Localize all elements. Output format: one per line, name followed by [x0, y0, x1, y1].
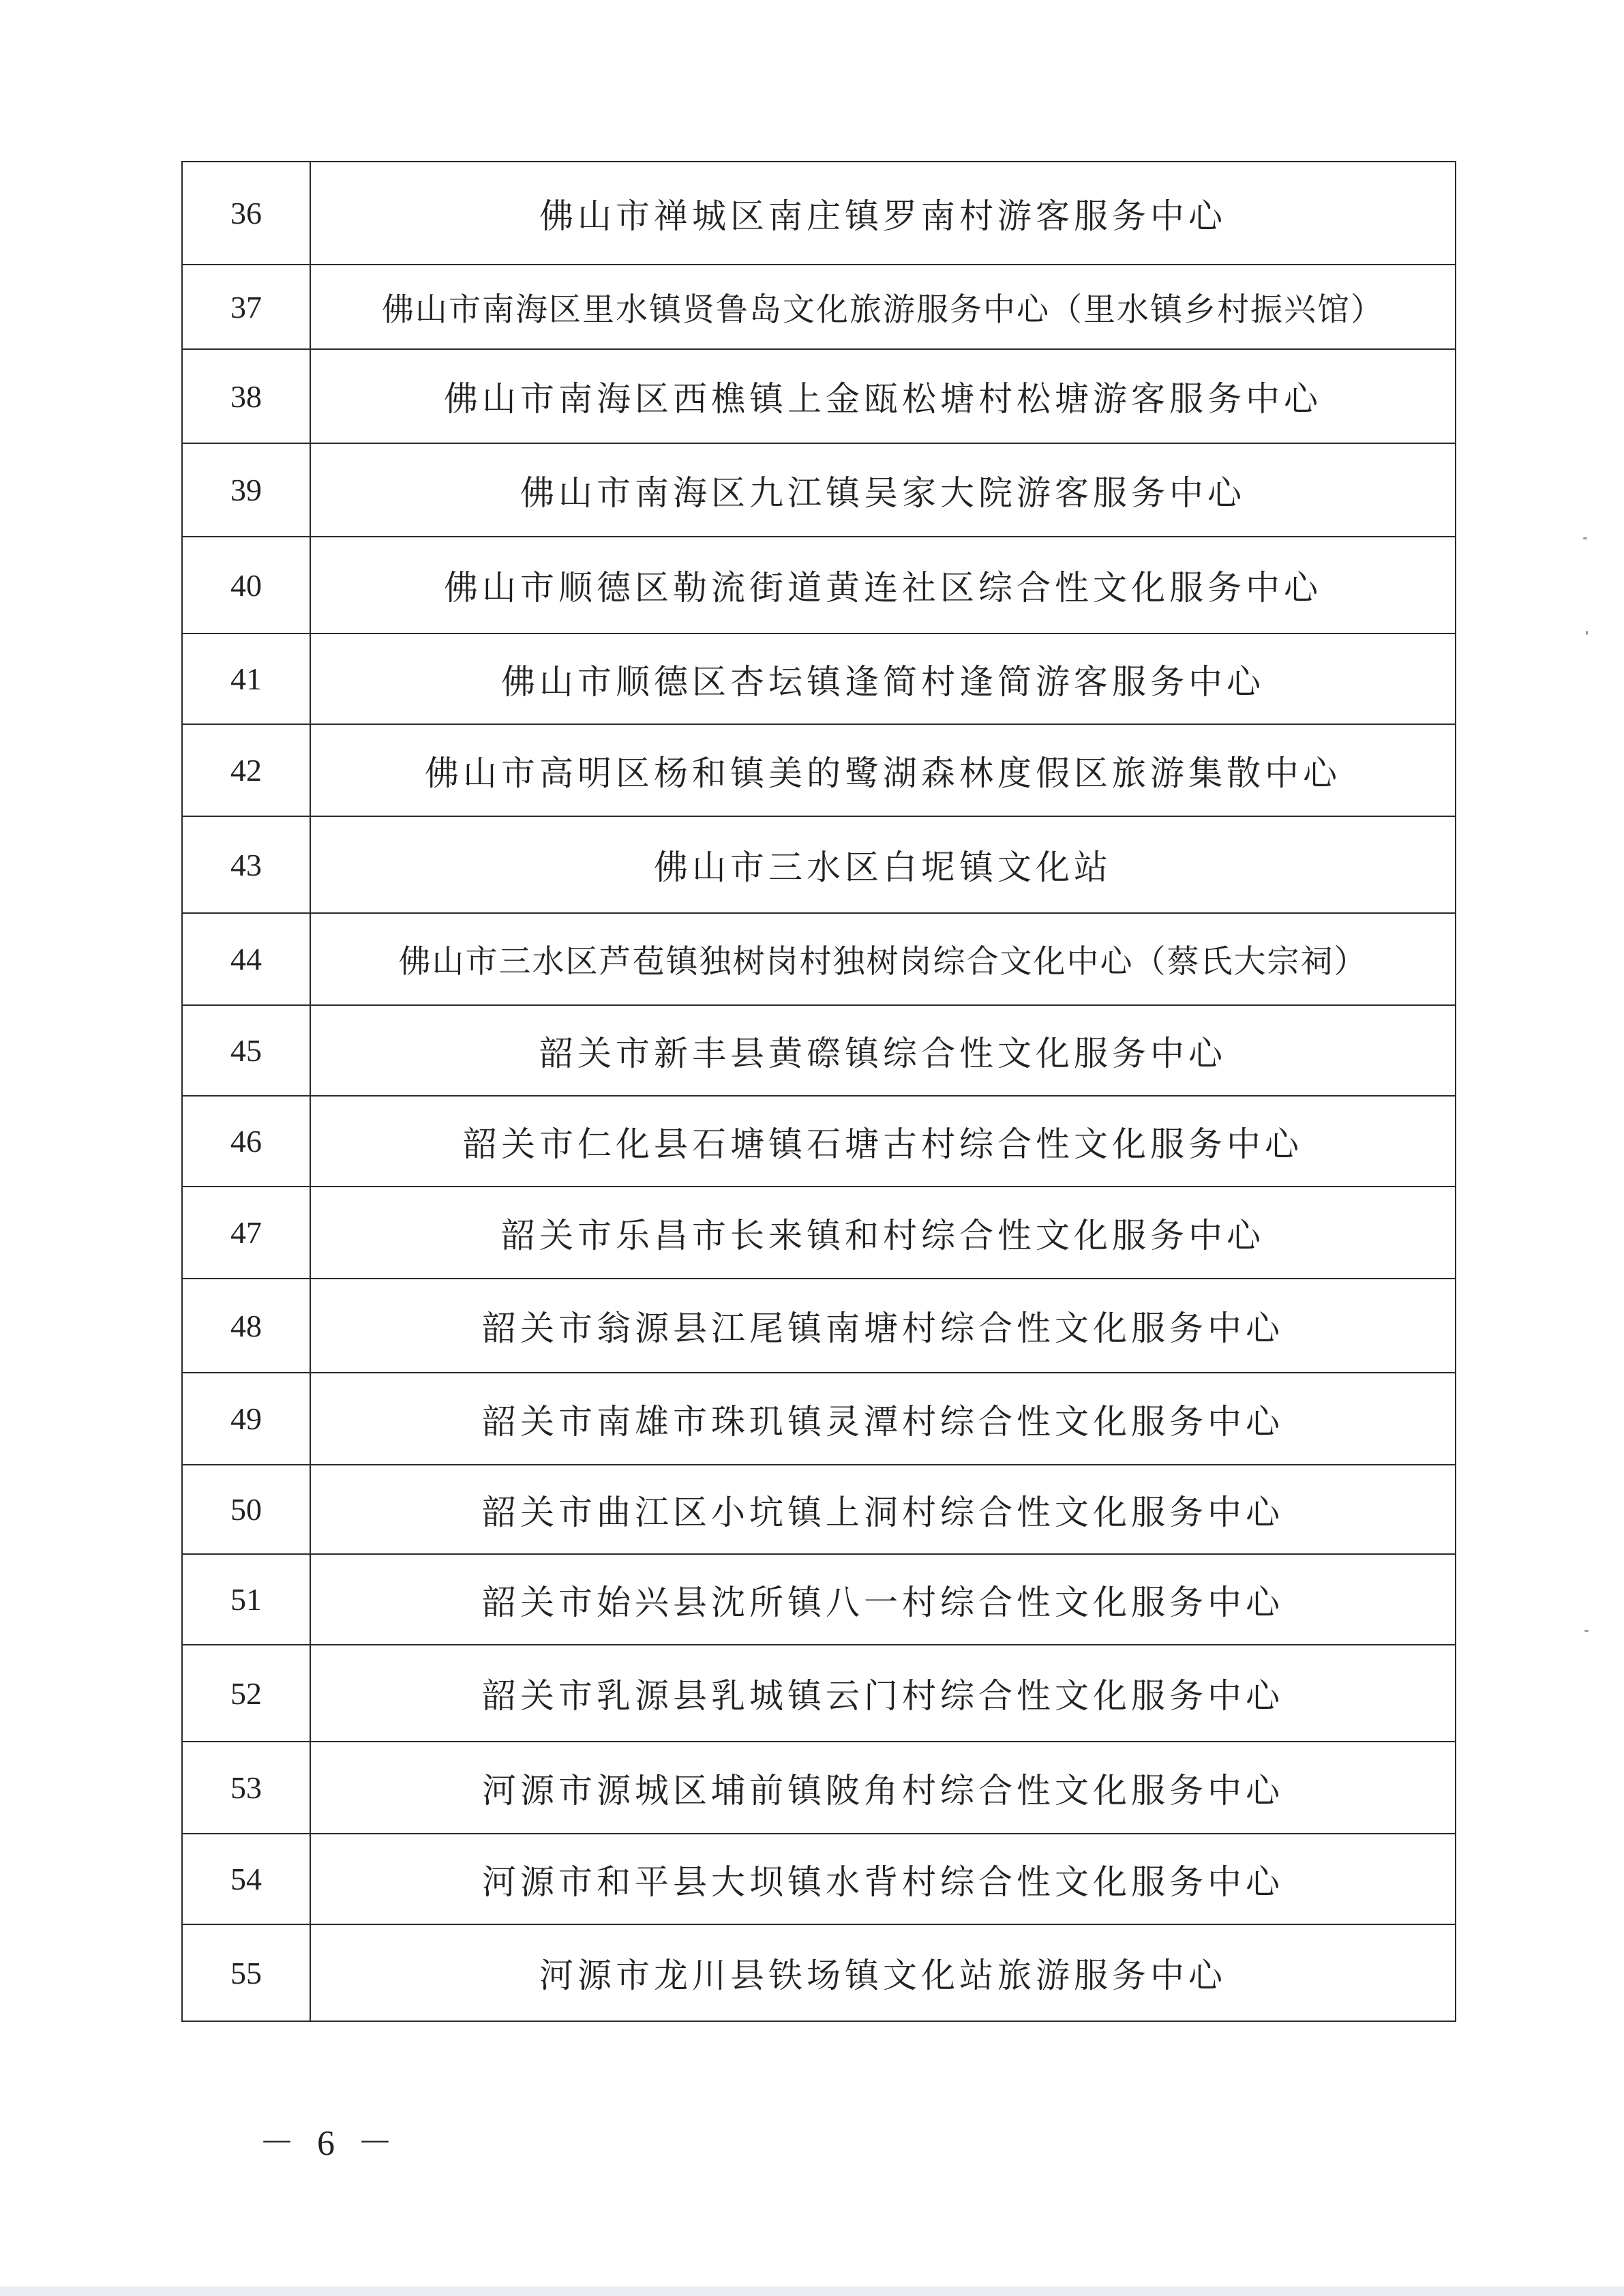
- row-number: 39: [182, 443, 310, 537]
- facility-name: 韶关市曲江区小坑镇上洞村综合性文化服务中心: [310, 1465, 1456, 1554]
- table-row: [182, 1834, 1456, 1924]
- table-row: [182, 1373, 1456, 1465]
- table-row: [182, 633, 1456, 724]
- row-number: 38: [182, 349, 310, 443]
- row-number: 49: [182, 1373, 310, 1465]
- row-number: 48: [182, 1279, 310, 1373]
- row-number: 53: [182, 1742, 310, 1834]
- table-row: [182, 1554, 1456, 1645]
- table-row: [182, 537, 1456, 633]
- row-number: 55: [182, 1924, 310, 2021]
- table-row: [182, 443, 1456, 537]
- row-number: 44: [182, 913, 310, 1005]
- page-number: － 6 －: [259, 2124, 400, 2163]
- table-row: [182, 1742, 1456, 1834]
- facility-name: 佛山市三水区芦苞镇独树岗村独树岗综合文化中心（蔡氏大宗祠）: [310, 913, 1456, 1005]
- table-row: [182, 265, 1456, 349]
- facility-name: 佛山市南海区九江镇吴家大院游客服务中心: [310, 443, 1456, 537]
- row-number: 54: [182, 1834, 310, 1924]
- facility-name: 韶关市新丰县黄磜镇综合性文化服务中心: [310, 1005, 1456, 1096]
- scan-speck: [1584, 1630, 1589, 1632]
- row-number: 41: [182, 633, 310, 724]
- facility-name: 佛山市顺德区勒流街道黄连社区综合性文化服务中心: [310, 537, 1456, 633]
- facility-name: 韶关市翁源县江尾镇南塘村综合性文化服务中心: [310, 1279, 1456, 1373]
- facility-name: 河源市和平县大坝镇水背村综合性文化服务中心: [310, 1834, 1456, 1924]
- table-row: [182, 349, 1456, 443]
- table-row: [182, 162, 1456, 265]
- facility-name: 韶关市乐昌市长来镇和村综合性文化服务中心: [310, 1187, 1456, 1279]
- facility-name: 韶关市仁化县石塘镇石塘古村综合性文化服务中心: [310, 1096, 1456, 1187]
- facility-name: 佛山市南海区里水镇贤鲁岛文化旅游服务中心（里水镇乡村振兴馆）: [310, 265, 1456, 349]
- scan-speck: [1586, 631, 1588, 635]
- row-number: 51: [182, 1554, 310, 1645]
- row-number: 46: [182, 1096, 310, 1187]
- row-number: 47: [182, 1187, 310, 1279]
- table-row: [182, 1005, 1456, 1096]
- table-row: [182, 1924, 1456, 2021]
- row-number: 42: [182, 724, 310, 816]
- row-number: 36: [182, 162, 310, 265]
- facility-name: 韶关市南雄市珠玑镇灵潭村综合性文化服务中心: [310, 1373, 1456, 1465]
- table-row: [182, 724, 1456, 816]
- table-row: [182, 913, 1456, 1005]
- table-row: [182, 816, 1456, 913]
- table-row: [182, 1279, 1456, 1373]
- row-number: 50: [182, 1465, 310, 1554]
- table-row: [182, 1465, 1456, 1554]
- row-number: 43: [182, 816, 310, 913]
- row-number: 52: [182, 1645, 310, 1742]
- facility-name: 河源市龙川县铁场镇文化站旅游服务中心: [310, 1924, 1456, 2021]
- row-number: 37: [182, 265, 310, 349]
- facility-name: 佛山市高明区杨和镇美的鹭湖森林度假区旅游集散中心: [310, 724, 1456, 816]
- table-row: [182, 1187, 1456, 1279]
- facility-name: 佛山市三水区白坭镇文化站: [310, 816, 1456, 913]
- facility-name: 佛山市顺德区杏坛镇逢简村逢简游客服务中心: [310, 633, 1456, 724]
- facility-name: 佛山市南海区西樵镇上金瓯松塘村松塘游客服务中心: [310, 349, 1456, 443]
- facility-name: 河源市源城区埔前镇陂角村综合性文化服务中心: [310, 1742, 1456, 1834]
- facility-name: 佛山市禅城区南庄镇罗南村游客服务中心: [310, 162, 1456, 265]
- scan-edge: [0, 2286, 1624, 2296]
- facility-name: 韶关市始兴县沈所镇八一村综合性文化服务中心: [310, 1554, 1456, 1645]
- facility-name: 韶关市乳源县乳城镇云门村综合性文化服务中心: [310, 1645, 1456, 1742]
- table-row: [182, 1645, 1456, 1742]
- row-number: 45: [182, 1005, 310, 1096]
- scan-speck: [1583, 537, 1587, 539]
- facility-list-table: [181, 161, 1456, 2022]
- table-row: [182, 1096, 1456, 1187]
- table-body: [182, 162, 1456, 2021]
- row-number: 40: [182, 537, 310, 633]
